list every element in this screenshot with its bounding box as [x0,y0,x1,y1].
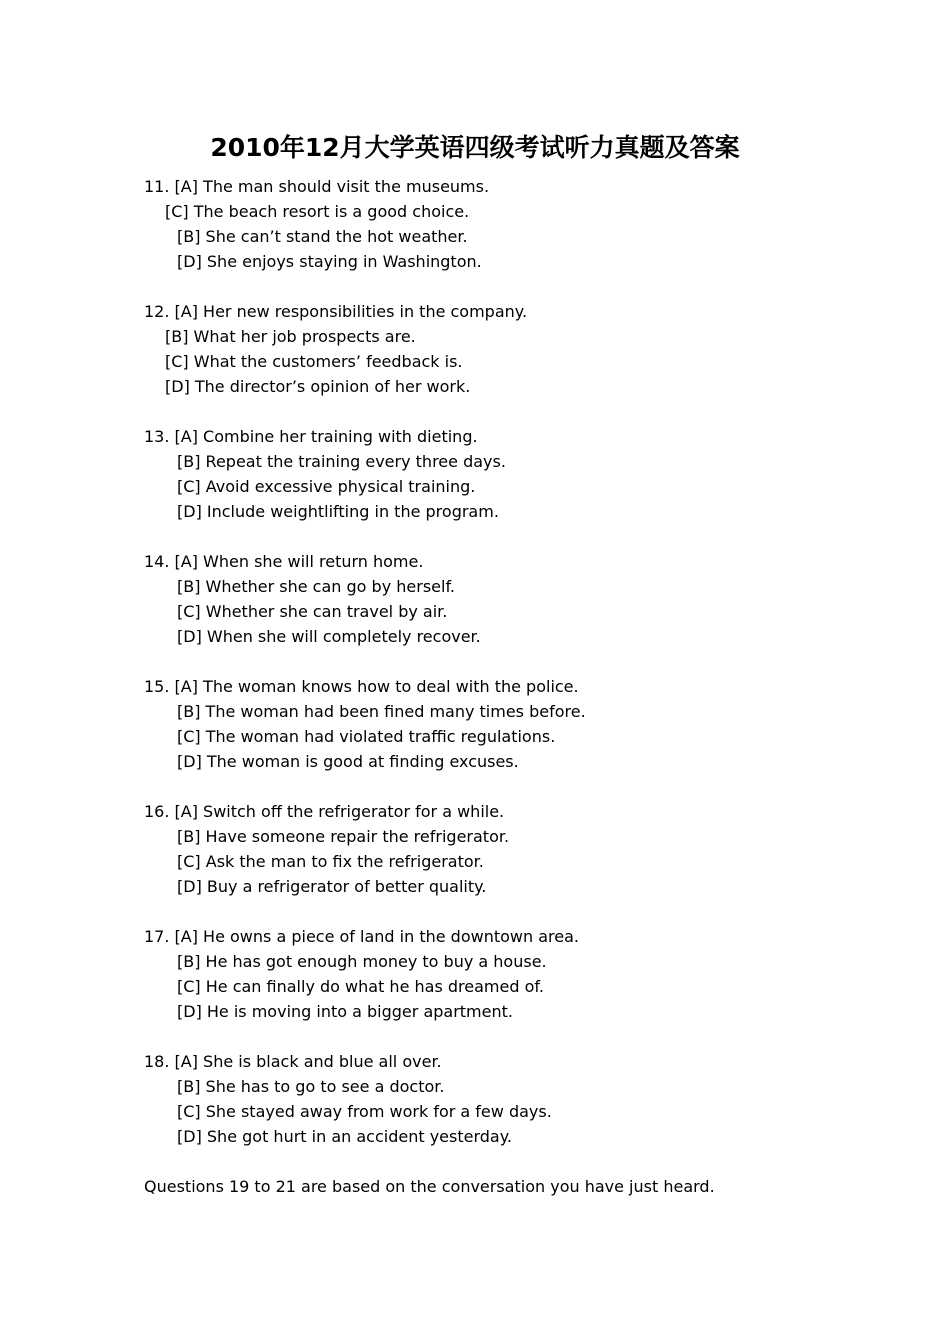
answer-option: [D] The director’s opinion of her work. [165,377,471,396]
question-first-line: 11. [A] The man should visit the museums. [144,177,490,196]
question-item [144,549,904,649]
question-first-line: 17. [A] He owns a piece of land in the downtown area. [144,927,579,946]
answer-option: [C] She stayed away from work for a few days. [177,1102,552,1121]
question-item [144,424,904,524]
answer-option: [C] The woman had violated traffic regulations. [177,727,556,746]
answer-option: [D] Include weightlifting in the program. [177,502,499,521]
question-first-line: 18. [A] She is black and blue all over. [144,1052,442,1071]
answer-option: [B] Repeat the training every three days. [177,452,506,471]
question-list [144,174,904,1199]
question-item [144,174,904,274]
questions-container [144,174,904,1149]
question-item [144,924,904,1024]
answer-option: [D] Buy a refrigerator of better quality. [177,877,487,896]
answer-option: [C] Avoid excessive physical training. [177,477,476,496]
answer-option: [B] She can’t stand the hot weather. [177,227,468,246]
question-item [144,799,904,899]
answer-option: [C] The beach resort is a good choice. [165,202,470,221]
question-item [144,674,904,774]
page-title: 2010年12月大学英语四级考试听力真题及答案 [210,133,740,162]
answer-option: [B] He has got enough money to buy a house. [177,952,547,971]
answer-option: [B] The woman had been fined many times before. [177,702,586,721]
question-first-line: 15. [A] The woman knows how to deal with the police. [144,677,579,696]
answer-option: [C] Whether she can travel by air. [177,602,448,621]
answer-option: [D] He is moving into a bigger apartment. [177,1002,513,1021]
answer-option: [C] Ask the man to fix the refrigerator. [177,852,484,871]
answer-option: [B] What her job prospects are. [165,327,416,346]
answer-option: [D] She enjoys staying in Washington. [177,252,482,271]
answer-option: [B] Have someone repair the refrigerator. [177,827,510,846]
question-first-line: 12. [A] Her new responsibilities in the company. [144,302,528,321]
answer-option: [C] What the customers’ feedback is. [165,352,463,371]
answer-option: [D] She got hurt in an accident yesterday. [177,1127,512,1146]
answer-option: [D] The woman is good at finding excuses. [177,752,519,771]
answer-option: [B] She has to go to see a doctor. [177,1077,445,1096]
answer-option: [D] When she will completely recover. [177,627,481,646]
question-first-line: 14. [A] When she will return home. [144,552,424,571]
question-item [144,299,904,399]
question-first-line: 13. [A] Combine her training with dieting. [144,427,478,446]
section-instruction: Questions 19 to 21 are based on the conversation you have just heard. [144,1177,715,1196]
answer-option: [B] Whether she can go by herself. [177,577,455,596]
question-first-line: 16. [A] Switch off the refrigerator for a while. [144,802,505,821]
answer-option: [C] He can finally do what he has dreamed of. [177,977,544,996]
question-item [144,1049,904,1149]
